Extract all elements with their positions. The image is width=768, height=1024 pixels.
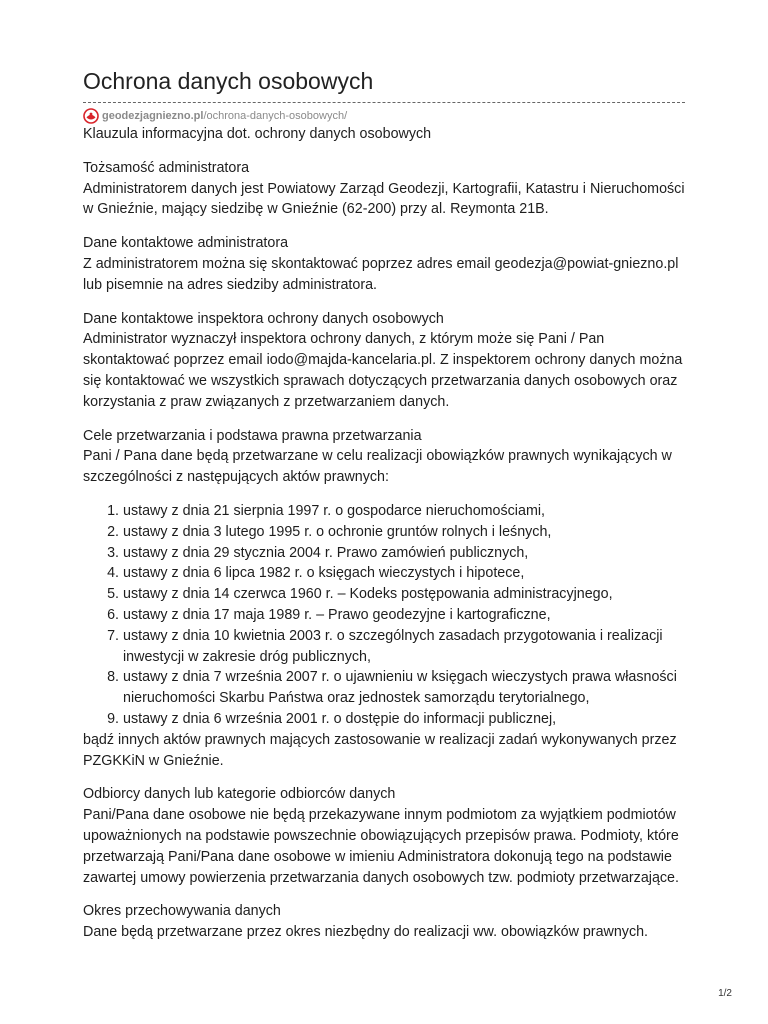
geodezja-logo-icon	[83, 108, 99, 124]
page-title: Ochrona danych osobowych	[83, 68, 374, 94]
list-item: 3. ustawy z dnia 29 stycznia 2004 r. Prawo zamówień publicznych,	[123, 543, 693, 564]
section-text: Administratorem danych jest Powiatowy Zarząd Geodezji, Kartografii, Katastru i Nieruchomości w Gnieźnie, mający siedzibę w Gnieźnie (62-200) przy al. Reymonta 21B.	[83, 180, 685, 218]
section-recipients	[83, 784, 693, 888]
source-path-link[interactable]: /ochrona-danych-osobowych/	[203, 110, 348, 122]
section-identity	[83, 158, 693, 220]
list-item: 2. ustawy z dnia 3 lutego 1995 r. o ochronie gruntów rolnych i leśnych,	[123, 522, 693, 543]
list-item: 9. ustawy z dnia 6 września 2001 r. o dostępie do informacji publicznej,	[123, 709, 693, 730]
source-domain-link[interactable]: geodezjagniezno.pl	[102, 110, 204, 122]
title-divider	[83, 102, 685, 103]
source-line	[83, 108, 693, 124]
page-number: 1/2	[718, 988, 732, 999]
list-item: 8. ustawy z dnia 7 września 2007 r. o ujawnieniu w księgach wieczystych prawa własności nieruchomości Skarbu Państwa oraz jednostek samorządu terytorialnego,	[123, 667, 693, 709]
section-text: Z administratorem można się skontaktować poprzez adres email geodezja@powiat-gniezno.pl lub pisemnie na adres siedziby administratora.	[83, 255, 679, 293]
section-inspector-contact	[83, 309, 693, 413]
section-heading: Odbiorcy danych lub kategorie odbiorców danych	[83, 786, 396, 803]
section-retention	[83, 901, 693, 943]
section-heading: Okres przechowywania danych	[83, 903, 281, 920]
list-item: 4. ustawy z dnia 6 lipca 1982 r. o księgach wieczystych i hipotece,	[123, 563, 693, 584]
section-heading: Dane kontaktowe inspektora ochrony danych osobowych	[83, 310, 444, 327]
section-text: Dane będą przetwarzane przez okres niezbędny do realizacji ww. obowiązków prawnych.	[83, 924, 649, 941]
section-heading: Tożsamość administratora	[83, 159, 250, 176]
section-heading: Cele przetwarzania i podstawa prawna przetwarzania	[83, 427, 422, 444]
section-text: Pani / Pana dane będą przetwarzane w celu realizacji obowiązków prawnych wynikających w szczególności z następujących aktów prawnych:	[83, 448, 672, 486]
after-list-text: bądź innych aktów prawnych mających zastosowanie w realizacji zadań wykonywanych przez PZGKKiN w Gnieźnie.	[83, 731, 677, 769]
list-item: 6. ustawy z dnia 17 maja 1989 r. – Prawo geodezyjne i kartograficzne,	[123, 605, 693, 626]
section-text: Pani/Pana dane osobowe nie będą przekazywane innym podmiotom za wyjątkiem podmiotów upoważnionych na podstawie powszechnie obowiązujących przepisów prawa. Podmioty, które przetwarzają Pani/Pana dane osobowe w imieniu Administratora dokonują tego na podstawie zawartej umowy powierzenia przetwarzania danych osobowych tzw. podmioty przetwarzające.	[83, 807, 679, 886]
list-item: 1. ustawy z dnia 21 sierpnia 1997 r. o gospodarce nieruchomościami,	[123, 501, 693, 522]
section-admin-contact	[83, 233, 693, 295]
intro-text: Klauzula informacyjna dot. ochrony danych osobowych	[83, 126, 432, 142]
section-text: Administrator wyznaczył inspektora ochrony danych, z którym może się Pani / Pan skontaktować poprzez email iodo@majda-kancelaria.pl. Z inspektorem ochrony danych można się kontaktować we wszystkich sprawach dotyczących przetwarzania danych osobowych oraz korzystania z praw związanych z przetwarzaniem danych.	[83, 331, 683, 410]
legal-acts-list	[83, 501, 693, 730]
list-item: 7. ustawy z dnia 10 kwietnia 2003 r. o szczególnych zasadach przygotowania i realizacji inwestycji w zakresie dróg publicznych,	[123, 626, 693, 668]
list-item: 5. ustawy z dnia 14 czerwca 1960 r. – Kodeks postępowania administracyjnego,	[123, 584, 693, 605]
document-content	[83, 67, 693, 943]
section-purposes	[83, 426, 693, 488]
document-body	[83, 124, 693, 943]
section-heading: Dane kontaktowe administratora	[83, 235, 289, 252]
